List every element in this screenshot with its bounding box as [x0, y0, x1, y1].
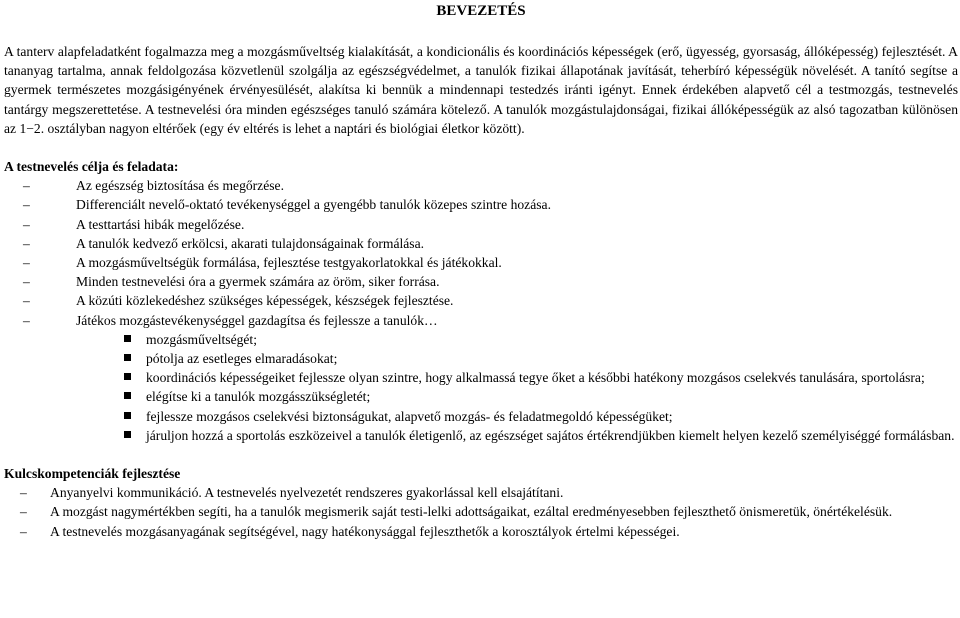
dash-bullet: – [23, 293, 30, 309]
list-item-text: Differenciált nevelő-oktató tevékenységgel a gyengébb tanulók közepes szintre hozása. [76, 197, 551, 213]
sublist-item [4, 349, 958, 368]
list-item [4, 234, 958, 253]
list-item-text: A közúti közlekedéshez szükséges képességek, készségek fejlesztése. [76, 293, 454, 309]
section-heading-goals: A testnevelés célja és feladata: [4, 159, 179, 175]
dash-bullet: – [23, 178, 30, 194]
sublist-item [4, 368, 958, 387]
list-item [4, 195, 958, 214]
sublist-item [4, 387, 958, 406]
sublist-item-text: pótolja az esetleges elmaradásokat; [146, 351, 338, 367]
list-item [4, 311, 958, 330]
dash-bullet: – [23, 235, 30, 251]
list-item-text: Játékos mozgástevékenységgel gazdagítsa és fejlessze a tanulók… [76, 312, 438, 328]
sublist-item-text: járuljon hozzá a sportolás eszközeivel a tanulók életigenlő, az egészséget sajátos értékrendjükben kiemelt helyen kezelő személyiséggé formálásban. [146, 427, 955, 443]
list-item [4, 215, 958, 234]
list-item [4, 502, 958, 521]
document-page [4, 0, 958, 541]
sublist-item-text: elégítse ki a tanulók mozgásszükségletét; [146, 389, 371, 405]
dash-bullet: – [23, 255, 30, 271]
dash-bullet: – [23, 197, 30, 213]
dash-bullet: – [20, 485, 27, 501]
sublist-item [4, 407, 958, 426]
list-item-text: A tanulók kedvező erkölcsi, akarati tulajdonságainak formálása. [76, 235, 425, 251]
goals-list [4, 176, 958, 330]
list-item [4, 483, 958, 502]
list-item-text: A testtartási hibák megelőzése. [76, 216, 245, 232]
dash-bullet: – [23, 312, 30, 328]
list-item [4, 291, 958, 310]
page-title: BEVEZETÉS [436, 3, 526, 19]
dash-bullet: – [23, 216, 30, 232]
goals-sublist [4, 330, 958, 445]
square-bullet-icon [124, 373, 131, 380]
list-item-text: A mozgást nagymértékben segíti, ha a tanulók megismerik saját testi-lelki adottságaikat, ezáltal eredményesebben fejleszthető önismeretük, önértékelésük. [50, 504, 893, 520]
square-bullet-icon [124, 335, 131, 342]
square-bullet-icon [124, 392, 131, 399]
square-bullet-icon [124, 412, 131, 419]
list-item [4, 522, 958, 541]
sublist-item-text: fejlessze mozgásos cselekvési biztonságukat, alapvető mozgás- és feladatmegoldó képességüket; [146, 408, 673, 424]
sublist-item [4, 426, 958, 445]
intro-paragraph: A tanterv alapfeladatként fogalmazza meg a mozgásműveltség kialakítását, a kondicionális és koordinációs képességek (erő, ügyesség, gyorsaság, állóképesség) fejlesztését. A tananyag tartalma, annak feldolgozása közvetlenül szolgálja az egészségvédelmet, a tanulók fizikai állapotának javítását, teherbíró képességük növelését. A tanító segítse a gyermek természetes mozgásigényének érvényesülését, alakítsa ki bennük a mindennapi testedzés iránti igényt. Ennek érdekében alapvető cél a testmozgás, testnevelés tantárgy megszerettetése. A testnevelési óra minden egészséges tanuló számára kötelező. A tanulók mozgástulajdonságai, fizikai állóképességük az alsó tagozatban különösen az 1−2. osztályban nagyon eltérőek (egy év eltérés is lehet a naptári és biológiai életkor között). [4, 44, 958, 136]
square-bullet-icon [124, 431, 131, 438]
list-item [4, 176, 958, 195]
dash-bullet: – [20, 523, 27, 539]
list-item-text: A testnevelés mozgásanyagának segítségével, nagy hatékonysággal fejleszthetők a korosztályok értelmi képességei. [50, 523, 680, 539]
square-bullet-icon [124, 354, 131, 361]
list-item-text: A mozgásműveltségük formálása, fejlesztése testgyakorlatokkal és játékokkal. [76, 255, 502, 271]
list-item-text: Anyanyelvi kommunikáció. A testnevelés nyelvezetét rendszeres gyakorlással kell elsajátítani. [50, 485, 564, 501]
sublist-item-text: koordinációs képességeiket fejlessze olyan szintre, hogy alkalmassá tegye őket a későbbi hatékony mozgásos cselekvés tanulására, sportolásra; [146, 370, 925, 386]
sublist-item [4, 330, 958, 349]
dash-bullet: – [20, 504, 27, 520]
list-item-text: Minden testnevelési óra a gyermek számára az öröm, siker forrása. [76, 274, 440, 290]
list-item [4, 272, 958, 291]
list-item [4, 253, 958, 272]
competencies-list [4, 483, 958, 541]
sublist-item-text: mozgásműveltségét; [146, 331, 257, 347]
dash-bullet: – [23, 274, 30, 290]
section-heading-competencies: Kulcskompetenciák fejlesztése [4, 466, 181, 482]
list-item-text: Az egészség biztosítása és megőrzése. [76, 178, 284, 194]
